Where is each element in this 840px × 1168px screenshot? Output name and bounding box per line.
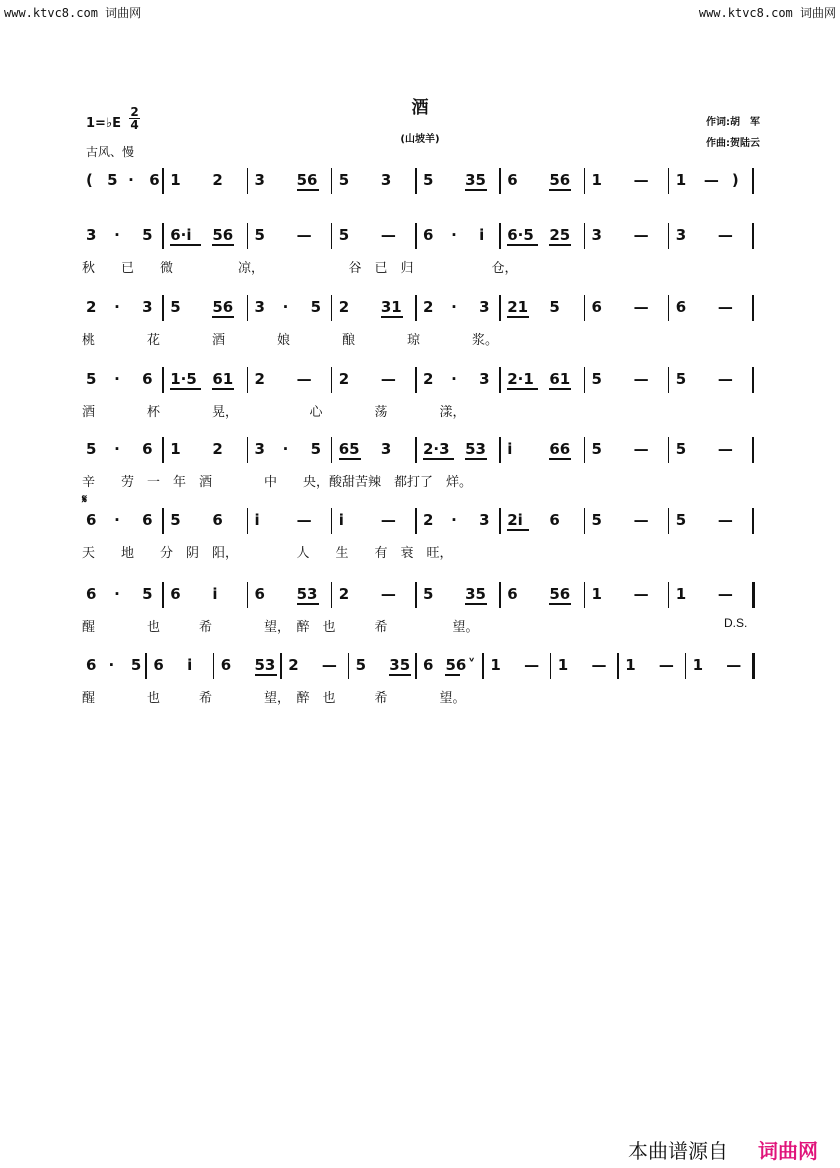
note-token: 2 (338, 370, 350, 388)
note-token: 5 (107, 171, 118, 189)
barline (584, 437, 586, 463)
barline (752, 168, 754, 194)
barline (415, 168, 417, 194)
note-token: 1 (675, 585, 687, 603)
note-token: — (524, 656, 540, 674)
barline (668, 168, 670, 194)
barline (415, 437, 417, 463)
note-token: 6 (507, 585, 518, 603)
beam-underline (297, 189, 319, 191)
barline (499, 295, 501, 321)
note-token: 6 (212, 511, 223, 529)
notes-row (80, 367, 760, 391)
barline (247, 295, 249, 321)
barline (247, 168, 249, 194)
note-token: 6 (149, 171, 160, 189)
note-token: 25 (549, 226, 571, 244)
barline (668, 223, 670, 249)
note-token: 66 (549, 440, 571, 458)
note-token: 56 (212, 298, 234, 316)
notes-row (80, 492, 760, 532)
note-token: 5 (130, 656, 142, 674)
note-token: 31 (380, 298, 402, 316)
note-token: 6 (423, 226, 434, 244)
note-token: 3 (254, 440, 265, 458)
note-token: i (338, 511, 344, 529)
note-token: 6·i (170, 226, 192, 244)
note-token: 61 (549, 370, 571, 388)
note-token: 3 (479, 298, 490, 316)
note-token: 5 (86, 440, 97, 458)
note-token: 1 (692, 656, 704, 674)
note-token: 2i (507, 511, 523, 529)
tempo-marking: 古风、慢 (86, 145, 135, 159)
note-token: 2 (423, 370, 434, 388)
barline (331, 295, 333, 321)
barline (247, 437, 249, 463)
note-token: 5 (549, 298, 560, 316)
barline (247, 367, 249, 393)
barline (162, 223, 164, 249)
barline (348, 653, 350, 679)
note-token: 35 (465, 171, 486, 189)
barline (752, 295, 754, 321)
note-token: 6 (86, 511, 97, 529)
note-token: — (633, 226, 649, 244)
note-token: 6 (86, 656, 97, 674)
note-token: · (114, 440, 120, 458)
lyrics-line: 醒 也 希 望， 醉 也 希 望。 (82, 691, 466, 706)
note-token: · (451, 511, 457, 529)
beam-underline (339, 458, 361, 460)
note-token: 5 (591, 370, 602, 388)
beam-underline (549, 603, 571, 605)
note-token: 5 (675, 370, 687, 388)
note-token: 35 (465, 585, 486, 603)
note-token: i (479, 226, 485, 244)
note-token: 1 (675, 171, 687, 189)
barline (482, 653, 484, 679)
barline (584, 367, 586, 393)
note-token: · (114, 370, 120, 388)
note-token: — (658, 656, 674, 674)
barline (415, 508, 417, 534)
note-token: — (633, 440, 649, 458)
barline (213, 653, 215, 679)
note-token: ) (731, 171, 739, 189)
note-token: 5 (355, 656, 367, 674)
lyrics-line: 醒 也 希 望， 醉 也 希 望。 (82, 620, 479, 635)
note-token: 6 (142, 511, 153, 529)
segno-sign: 𝄋 (82, 492, 88, 506)
beam-underline (465, 189, 487, 191)
barline (162, 168, 164, 194)
note-token: 5 (591, 440, 602, 458)
beam-underline (389, 674, 411, 676)
barline (415, 367, 417, 393)
notes-row (80, 223, 760, 247)
composer-credit: 作曲:贺陆云 (706, 138, 760, 149)
note-token: · (451, 298, 457, 316)
barline (752, 653, 755, 679)
barline (247, 508, 249, 534)
note-token: 6 (591, 298, 602, 316)
note-token: 5 (254, 226, 265, 244)
barline (331, 223, 333, 249)
note-token: 56 (549, 171, 571, 189)
note-token: i (507, 440, 513, 458)
beam-underline (465, 458, 487, 460)
beam-underline (212, 244, 234, 246)
note-token: 2 (338, 298, 350, 316)
barline (499, 508, 501, 534)
note-token: 3 (142, 298, 153, 316)
note-token: 6 (549, 511, 560, 529)
note-token: 2 (288, 656, 299, 674)
note-token: 2 (338, 585, 350, 603)
note-token: — (591, 656, 607, 674)
note-token: i (254, 511, 260, 529)
note-token: 1 (490, 656, 501, 674)
barline (584, 295, 586, 321)
beam-underline (549, 458, 571, 460)
note-token: — (703, 171, 719, 189)
beam-underline (507, 244, 538, 246)
note-token: 5 (142, 226, 153, 244)
note-token: 3 (254, 298, 265, 316)
barline (145, 653, 147, 679)
barline (415, 223, 417, 249)
note-token: — (296, 226, 312, 244)
notes-row (80, 168, 760, 192)
note-token: 6 (86, 585, 97, 603)
note-token: 53 (296, 585, 318, 603)
note-token: — (296, 511, 312, 529)
beam-underline (212, 316, 234, 318)
note-token: 1 (591, 171, 602, 189)
note-token: 2 (254, 370, 265, 388)
song-title: 酒 (411, 98, 429, 118)
note-token: — (717, 370, 733, 388)
note-token: 6 (220, 656, 232, 674)
note-token: 6 (153, 656, 164, 674)
barline (499, 223, 501, 249)
beam-underline (507, 529, 529, 531)
barline (752, 437, 754, 463)
barline (247, 223, 249, 249)
note-token: 56 (445, 656, 467, 674)
note-token: · (128, 171, 134, 189)
note-token: 2 (423, 511, 434, 529)
barline (752, 508, 754, 534)
note-token: i (187, 656, 193, 674)
note-token: 1 (625, 656, 636, 674)
barline (584, 582, 586, 608)
note-token: 1 (170, 440, 181, 458)
barline (331, 508, 333, 534)
note-token: — (380, 511, 396, 529)
note-token: — (380, 226, 396, 244)
note-token: 5 (591, 511, 602, 529)
beam-underline (381, 316, 403, 318)
barline (162, 582, 164, 608)
key-signature: 1=♭E (86, 116, 121, 131)
note-token: — (717, 298, 733, 316)
note-token: · (114, 226, 120, 244)
lyrics-line: 桃 花 酒 娘 酿 琼 浆。 (82, 333, 499, 348)
barline (247, 582, 249, 608)
note-token: 6 (142, 370, 153, 388)
beam-underline (423, 458, 454, 460)
barline (331, 582, 333, 608)
note-token: 5 (170, 298, 181, 316)
beam-underline (255, 674, 277, 676)
lyrics-line: 天 地 分 阴 阳， 人 生 有 衰 旺， (82, 546, 453, 561)
note-token: ˅ (467, 656, 476, 674)
note-token: 53 (465, 440, 486, 458)
barline (162, 367, 164, 393)
barline (499, 437, 501, 463)
note-token: 5 (338, 226, 350, 244)
note-token: 1·5 (170, 370, 197, 388)
note-token: 56 (212, 226, 234, 244)
note-token: — (380, 370, 396, 388)
note-token: 3 (479, 370, 490, 388)
barline (499, 168, 501, 194)
note-token: 1 (591, 585, 602, 603)
note-token: 5 (675, 440, 687, 458)
barline (752, 367, 754, 393)
note-token: 56 (549, 585, 571, 603)
beam-underline (549, 244, 571, 246)
footer-site-logo: 词曲网 (758, 1139, 818, 1163)
note-token: 5 (86, 370, 97, 388)
note-token: 3 (254, 171, 265, 189)
notes-row (80, 582, 760, 606)
note-token: — (633, 370, 649, 388)
barline (668, 367, 670, 393)
note-token: 6 (675, 298, 687, 316)
barline (550, 653, 552, 679)
barline (752, 582, 755, 608)
song-subtitle: (山坡羊) (400, 134, 440, 145)
note-token: 6 (254, 585, 265, 603)
barline (584, 168, 586, 194)
barline (162, 508, 164, 534)
note-token: — (633, 585, 649, 603)
note-token: 5 (675, 511, 687, 529)
barline (499, 582, 501, 608)
footer-source-label: 本曲谱源自 (628, 1139, 728, 1163)
note-token: 65 (338, 440, 360, 458)
time-signature (129, 106, 140, 131)
barline (162, 295, 164, 321)
note-token: 2·3 (423, 440, 450, 458)
lyrics-line: 辛 劳 一 年 酒 中 央，酸甜苦辣 都打了 烊。 (82, 475, 473, 490)
note-token: 2 (212, 440, 223, 458)
note-token: 3 (86, 226, 97, 244)
note-token: 5 (170, 511, 181, 529)
note-token: 6 (142, 440, 153, 458)
note-token: 2 (423, 298, 434, 316)
note-token: 5 (310, 440, 322, 458)
watermark-left: www.ktvc8.com 词曲网 (4, 6, 142, 20)
note-token: — (717, 585, 733, 603)
barline (331, 168, 333, 194)
note-token: 53 (254, 656, 276, 674)
note-token: 1 (170, 171, 181, 189)
note-token: 35 (389, 656, 411, 674)
barline (280, 653, 282, 679)
note-token: 61 (212, 370, 234, 388)
note-token: 5 (142, 585, 153, 603)
beam-underline (170, 388, 201, 390)
beam-underline (549, 189, 571, 191)
lyricist-credit: 作词:胡 军 (706, 117, 760, 128)
beam-underline (212, 388, 234, 390)
barline (331, 367, 333, 393)
note-token: 6 (170, 585, 181, 603)
note-token: · (282, 298, 289, 316)
note-token: · (114, 511, 120, 529)
notes-row (80, 653, 760, 677)
barline (752, 223, 754, 249)
beam-underline (507, 388, 538, 390)
beam-underline (297, 603, 319, 605)
note-token: — (633, 298, 649, 316)
note-token: · (451, 370, 457, 388)
barline (668, 582, 670, 608)
barline (415, 582, 417, 608)
note-token: 3 (479, 511, 490, 529)
ds-marking: D.S. (724, 616, 748, 630)
beam-underline (170, 244, 201, 246)
barline (331, 437, 333, 463)
barline (584, 508, 586, 534)
note-token: 2·1 (507, 370, 534, 388)
watermark-right: www.ktvc8.com 词曲网 (698, 6, 836, 20)
note-token: 3 (591, 226, 602, 244)
note-token: 3 (675, 226, 687, 244)
note-token: — (633, 171, 649, 189)
note-token: i (212, 585, 218, 603)
note-token: — (633, 511, 649, 529)
beam-underline (549, 388, 571, 390)
note-token: 5 (423, 171, 434, 189)
beam-underline (465, 603, 487, 605)
time-top: 2 (130, 105, 139, 119)
note-token: 56 (296, 171, 318, 189)
note-token: · (108, 656, 115, 674)
note-token: — (717, 440, 733, 458)
note-token: · (114, 585, 120, 603)
note-token: — (726, 656, 742, 674)
notes-row (80, 437, 760, 461)
lyrics-line: 秋 已 微 凉， 谷 已 归 仓， (82, 261, 518, 276)
note-token: — (296, 370, 312, 388)
note-token: 1 (557, 656, 569, 674)
lyrics-line: 酒 杯 晃， 心 荡 漾， (82, 405, 466, 420)
barline (499, 367, 501, 393)
note-token: 21 (507, 298, 529, 316)
note-token: 5 (338, 171, 350, 189)
note-token: 5 (423, 585, 434, 603)
note-token: 6·5 (507, 226, 534, 244)
notes-row (80, 295, 760, 319)
barline (685, 653, 687, 679)
beam-underline (507, 316, 529, 318)
note-token: 3 (380, 440, 392, 458)
barline (668, 295, 670, 321)
note-token: · (451, 226, 457, 244)
beam-underline (445, 674, 459, 676)
note-token: — (321, 656, 337, 674)
barline (668, 508, 670, 534)
note-token: · (282, 440, 289, 458)
note-token: — (717, 511, 733, 529)
barline (617, 653, 619, 679)
barline (584, 223, 586, 249)
note-token: — (380, 585, 396, 603)
note-token: 2 (212, 171, 223, 189)
note-token: 6 (423, 656, 434, 674)
note-token: 2 (86, 298, 97, 316)
barline (415, 295, 417, 321)
note-token: ( (86, 171, 93, 189)
barline (162, 437, 164, 463)
barline (415, 653, 417, 679)
note-token: 3 (380, 171, 392, 189)
note-token: — (717, 226, 733, 244)
note-token: · (114, 298, 120, 316)
barline (668, 437, 670, 463)
note-token: 5 (310, 298, 322, 316)
note-token: 6 (507, 171, 518, 189)
time-bottom: 4 (130, 118, 139, 132)
